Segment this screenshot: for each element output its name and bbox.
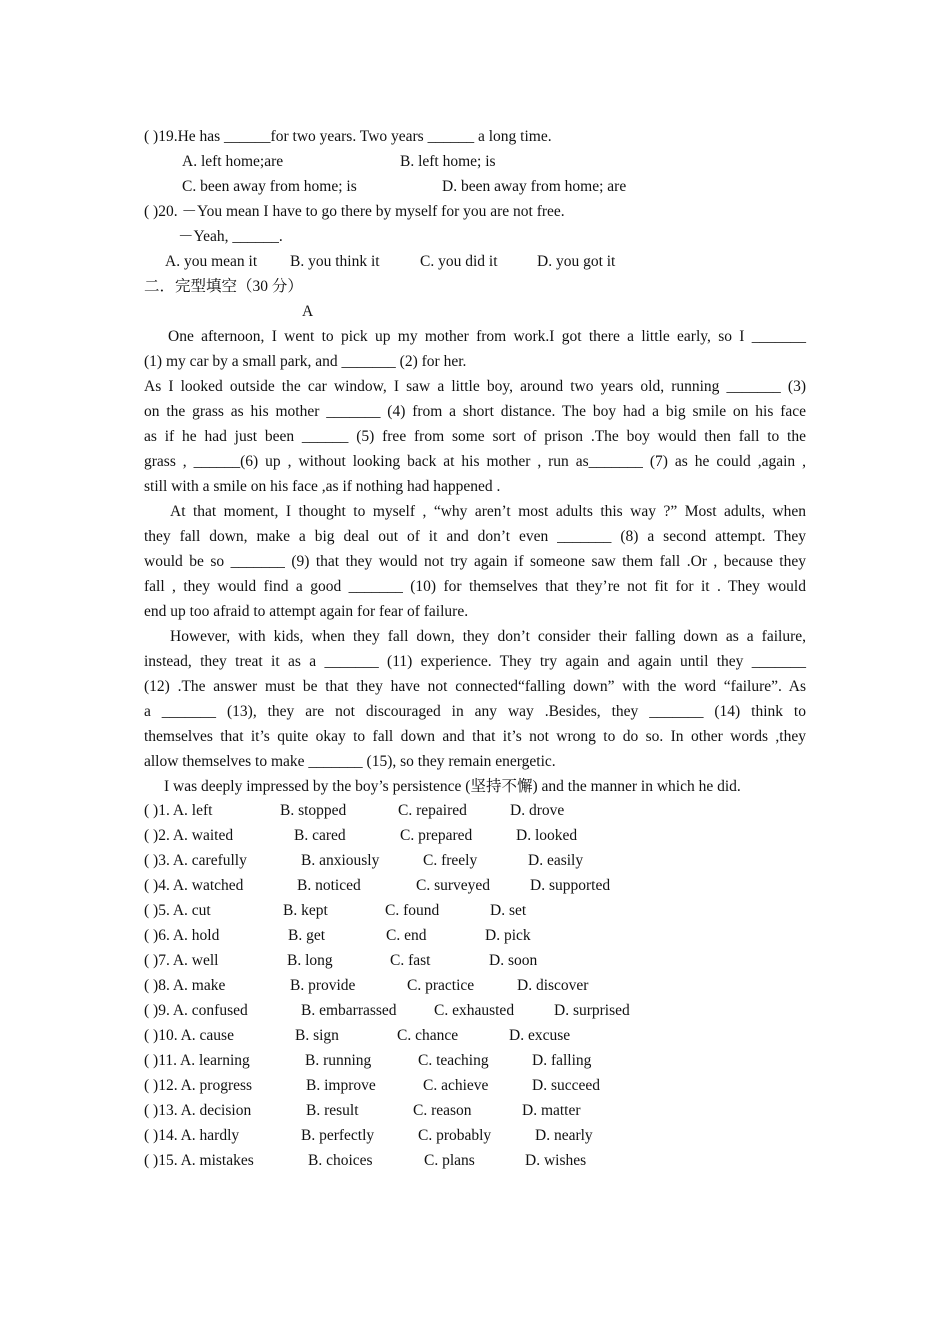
question-number-and-option-a: ( )11. A. learning	[144, 1052, 250, 1069]
option-a: A. left home;are	[182, 153, 284, 170]
passage-line: they fall down, make a big deal out of it and don’t even _______ (8) a second attempt. They	[144, 528, 806, 545]
option-c: C. plans	[424, 1152, 475, 1169]
cloze-question	[144, 898, 806, 923]
option-b: B. choices	[308, 1152, 373, 1169]
passage-line: a _______ (13), they are not discouraged in any way .Besides, they _______ (14) think to	[144, 703, 806, 720]
option-b: B. sign	[295, 1027, 339, 1044]
option-c: C. found	[385, 902, 440, 919]
cloze-question	[144, 998, 806, 1023]
option-b: B. kept	[283, 902, 328, 919]
option-b: B. noticed	[297, 877, 361, 894]
question-number-and-option-a: ( )12. A. progress	[144, 1077, 253, 1094]
cloze-question	[144, 823, 806, 848]
question-number-and-option-a: ( )13. A. decision	[144, 1102, 252, 1119]
question-number-and-option-a: ( )7. A. well	[144, 952, 219, 969]
option-d: D. excuse	[509, 1027, 571, 1044]
option-c: C. been away from home; is	[182, 178, 357, 195]
option-b: B. anxiously	[301, 852, 380, 869]
passage-line: (12) .The answer must be that they have not connected“falling down” with the word “failure”. As	[144, 678, 806, 695]
question-number-and-option-a: ( )4. A. watched	[144, 877, 244, 894]
passage-line: as if he had just been ______ (5) free from some sort of prison .The boy would then fall to the	[144, 428, 806, 445]
cloze-question	[144, 1023, 806, 1048]
option-c: C. achieve	[423, 1077, 489, 1094]
option-c: C. surveyed	[416, 877, 491, 894]
option-d: D. soon	[489, 952, 538, 969]
option-c: C. fast	[390, 952, 431, 969]
question-number-and-option-a: ( )5. A. cut	[144, 902, 211, 919]
question-19-options-row-1	[144, 149, 806, 174]
question-number-and-option-a: ( )10. A. cause	[144, 1027, 234, 1044]
option-c: C. repaired	[398, 802, 467, 819]
passage-line: instead, they treat it as a _______ (11) experience. They try again and again until they _______	[144, 653, 806, 670]
option-d: D. set	[490, 902, 527, 919]
question-20-stem: ( )20. －You mean I have to go there by myself for you are not free.	[144, 203, 565, 220]
option-d: D. nearly	[535, 1127, 593, 1144]
question-20-options	[144, 249, 806, 274]
passage-line: I was deeply impressed by the boy’s persistence (坚持不懈) and the manner in which he did.	[164, 778, 741, 795]
passage-line: still with a smile on his face ,as if nothing had happened .	[144, 478, 501, 495]
option-c: C. exhausted	[434, 1002, 515, 1019]
option-c: C. probably	[418, 1127, 492, 1144]
option-d: D. matter	[522, 1102, 581, 1119]
passage-line: would be so _______ (9) that they would not try again if someone saw them fall .Or , because they	[144, 553, 806, 570]
option-d: D. supported	[530, 877, 611, 894]
question-number-and-option-a: ( )8. A. make	[144, 977, 226, 994]
option-b: B. running	[305, 1052, 372, 1069]
question-number-and-option-a: ( )14. A. hardly	[144, 1127, 240, 1144]
cloze-question	[144, 1148, 806, 1173]
passage-line: At that moment, I thought to myself , “why aren’t most adults this way ?” Most adults, when	[170, 503, 806, 520]
option-b: B. embarrassed	[301, 1002, 397, 1019]
question-19-stem: ( )19.He has ______for two years. Two years ______ a long time.	[144, 128, 552, 145]
option-c: C. freely	[423, 852, 478, 869]
passage-line: allow themselves to make _______ (15), so they remain energetic.	[144, 753, 556, 770]
passage-line: As I looked outside the car window, I saw a little boy, around two years old, running _______ (3)	[144, 378, 806, 395]
cloze-question	[144, 848, 806, 873]
question-number-and-option-a: ( )3. A. carefully	[144, 852, 247, 869]
passage-line: end up too afraid to attempt again for fear of failure.	[144, 603, 469, 620]
option-b: B. get	[288, 927, 326, 944]
passage-line: grass , ______(6) up , without looking back at his mother , run as_______ (7) as he could ,again ,	[144, 453, 806, 470]
option-c: C. you did it	[420, 253, 498, 270]
option-b: B. cared	[294, 827, 346, 844]
option-c: C. practice	[407, 977, 475, 994]
option-b: B. perfectly	[301, 1127, 375, 1144]
option-b: B. provide	[290, 977, 356, 994]
passage-line: (1) my car by a small park, and _______ (2) for her.	[144, 353, 467, 370]
question-number-and-option-a: ( )1. A. left	[144, 802, 213, 819]
option-d: D. pick	[485, 927, 531, 944]
option-d: D. looked	[516, 827, 578, 844]
option-c: C. prepared	[400, 827, 473, 844]
cloze-question	[144, 1098, 806, 1123]
passage-line: However, with kids, when they fall down, they don’t consider their falling down as a failure,	[170, 628, 806, 645]
option-d: D. falling	[532, 1052, 592, 1069]
option-c: C. reason	[413, 1102, 472, 1119]
passage-line: on the grass as his mother _______ (4) from a short distance. The boy had a big smile on his face	[144, 403, 806, 420]
option-c: C. end	[386, 927, 427, 944]
cloze-question	[144, 798, 806, 823]
option-b: B. improve	[306, 1077, 376, 1094]
option-d: D. been away from home; are	[442, 178, 627, 195]
passage-line: themselves that it’s quite okay to fall down and that it’s not wrong to do so. In other words ,they	[144, 728, 806, 745]
cloze-question	[144, 1123, 806, 1148]
option-c: C. teaching	[418, 1052, 489, 1069]
cloze-question	[144, 973, 806, 998]
option-d: D. wishes	[525, 1152, 587, 1169]
option-b: B. left home; is	[400, 153, 496, 170]
question-number-and-option-a: ( )2. A. waited	[144, 827, 234, 844]
option-c: C. chance	[397, 1027, 459, 1044]
option-d: D. surprised	[554, 1002, 630, 1019]
option-d: D. drove	[510, 802, 565, 819]
option-d: D. succeed	[532, 1077, 600, 1094]
option-b: B. result	[306, 1102, 359, 1119]
cloze-question	[144, 923, 806, 948]
passage-line: One afternoon, I went to pick up my mother from work.I got there a little early, so I _______	[168, 328, 806, 345]
question-20-reply: －Yeah, ______.	[178, 228, 283, 245]
passage-line: fall , they would find a good _______ (10) for themselves that they’re not fit for it . They would	[144, 578, 806, 595]
section-heading: 二．完型填空（30 分）	[144, 278, 303, 295]
cloze-question	[144, 1048, 806, 1073]
option-b: B. long	[287, 952, 333, 969]
option-b: B. stopped	[280, 802, 347, 819]
option-b: B. you think it	[290, 253, 380, 270]
question-number-and-option-a: ( )9. A. confused	[144, 1002, 248, 1019]
cloze-question	[144, 1073, 806, 1098]
question-number-and-option-a: ( )6. A. hold	[144, 927, 220, 944]
question-number-and-option-a: ( )15. A. mistakes	[144, 1152, 254, 1169]
question-19-options-row-2	[144, 174, 806, 199]
option-a: A. you mean it	[165, 253, 258, 270]
option-d: D. you got it	[537, 253, 616, 270]
cloze-question	[144, 948, 806, 973]
option-d: D. discover	[517, 977, 589, 994]
cloze-question	[144, 873, 806, 898]
option-d: D. easily	[528, 852, 584, 869]
passage-label: A	[302, 303, 314, 320]
